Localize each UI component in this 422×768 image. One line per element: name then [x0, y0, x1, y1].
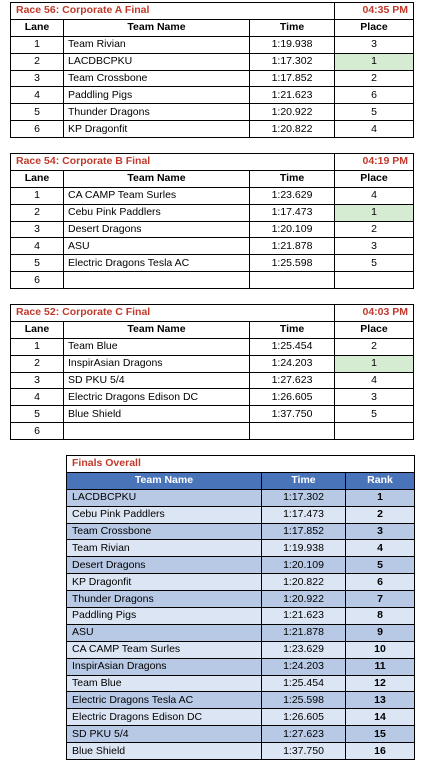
place-header: Place	[335, 19, 414, 36]
table-row	[67, 675, 415, 692]
team-cell: Team Crossbone	[64, 70, 250, 87]
time-cell: 1:24.203	[262, 658, 346, 675]
lane-cell: 2	[11, 204, 64, 221]
team-cell: Cebu Pink Paddlers	[67, 506, 262, 523]
rank-cell: 5	[346, 557, 415, 574]
rank-cell: 15	[346, 726, 415, 743]
team-cell: KP Dragonfit	[67, 574, 262, 591]
rank-cell: 3	[346, 523, 415, 540]
team-cell: Team Rivian	[67, 540, 262, 557]
team-cell: InspirAsian Dragons	[67, 658, 262, 675]
lane-cell: 5	[11, 104, 64, 121]
table-row	[67, 726, 415, 743]
rank-cell: 8	[346, 608, 415, 625]
table-row	[11, 221, 414, 238]
team-name-header: Team Name	[64, 19, 250, 36]
time-cell: 1:26.605	[262, 709, 346, 726]
lane-cell: 6	[11, 423, 64, 440]
lane-cell: 1	[11, 187, 64, 204]
team-cell: Electric Dragons Tesla AC	[64, 255, 250, 272]
team-cell: Desert Dragons	[67, 557, 262, 574]
time-header: Time	[250, 170, 335, 187]
time-cell: 1:37.750	[262, 743, 346, 760]
place-header: Place	[335, 170, 414, 187]
race-title: Race 54: Corporate B Final	[11, 154, 335, 171]
table-row	[67, 641, 415, 658]
team-cell: Team Blue	[67, 675, 262, 692]
lane-cell: 6	[11, 272, 64, 289]
place-cell: 3	[335, 238, 414, 255]
team-cell: SD PKU 5/4	[64, 372, 250, 389]
table-row	[11, 406, 414, 423]
place-cell: 5	[335, 104, 414, 121]
overall-header-row	[67, 472, 415, 489]
table-row	[67, 624, 415, 641]
team-cell: InspirAsian Dragons	[64, 355, 250, 372]
place-header: Place	[335, 321, 414, 338]
time-cell: 1:21.878	[262, 624, 346, 641]
time-header: Time	[250, 19, 335, 36]
time-header: Time	[262, 472, 346, 489]
table-row	[11, 204, 414, 221]
team-cell: Paddling Pigs	[67, 608, 262, 625]
place-cell	[335, 423, 414, 440]
race-time: 04:19 PM	[335, 154, 414, 171]
rank-cell: 12	[346, 675, 415, 692]
team-cell: LACDBCPKU	[64, 53, 250, 70]
place-cell	[335, 272, 414, 289]
time-cell: 1:27.623	[262, 726, 346, 743]
team-cell: SD PKU 5/4	[67, 726, 262, 743]
team-cell: Team Crossbone	[67, 523, 262, 540]
winner-place-cell: 1	[335, 204, 414, 221]
team-cell: Electric Dragons Edison DC	[67, 709, 262, 726]
table-row	[67, 743, 415, 760]
table-row	[11, 187, 414, 204]
place-cell: 2	[335, 338, 414, 355]
time-cell: 1:20.109	[262, 557, 346, 574]
rank-cell: 1	[346, 489, 415, 506]
overall-title: Finals Overall	[67, 456, 415, 473]
rank-cell: 7	[346, 591, 415, 608]
table-row	[67, 523, 415, 540]
lane-cell: 1	[11, 338, 64, 355]
place-cell: 4	[335, 372, 414, 389]
place-cell: 3	[335, 36, 414, 53]
team-cell: Team Blue	[64, 338, 250, 355]
table-row	[11, 87, 414, 104]
lane-cell: 3	[11, 70, 64, 87]
lane-cell: 5	[11, 255, 64, 272]
table-row	[11, 53, 414, 70]
time-cell: 1:37.750	[250, 406, 335, 423]
finals-overall-table	[66, 455, 415, 760]
time-cell	[250, 423, 335, 440]
rank-cell: 14	[346, 709, 415, 726]
time-cell: 1:17.302	[250, 53, 335, 70]
team-cell: Thunder Dragons	[67, 591, 262, 608]
team-cell	[64, 272, 250, 289]
race-time: 04:35 PM	[335, 3, 414, 20]
team-cell: Blue Shield	[67, 743, 262, 760]
team-cell: ASU	[67, 624, 262, 641]
race-time: 04:03 PM	[335, 305, 414, 322]
table-row	[67, 574, 415, 591]
rank-cell: 9	[346, 624, 415, 641]
overall-title-row	[67, 456, 415, 473]
place-cell: 4	[335, 121, 414, 138]
team-cell: CA CAMP Team Surles	[67, 641, 262, 658]
winner-place-cell: 1	[335, 355, 414, 372]
rank-cell: 2	[346, 506, 415, 523]
time-cell: 1:17.302	[262, 489, 346, 506]
rank-header: Rank	[346, 472, 415, 489]
table-row	[11, 238, 414, 255]
team-name-header: Team Name	[64, 321, 250, 338]
team-cell: Blue Shield	[64, 406, 250, 423]
team-cell: Cebu Pink Paddlers	[64, 204, 250, 221]
race-title-row	[11, 3, 414, 20]
race-header-row	[11, 321, 414, 338]
time-cell: 1:25.598	[250, 255, 335, 272]
table-row	[11, 36, 414, 53]
time-cell: 1:20.922	[250, 104, 335, 121]
table-row	[67, 540, 415, 557]
lane-cell: 4	[11, 389, 64, 406]
team-cell: LACDBCPKU	[67, 489, 262, 506]
lane-cell: 1	[11, 36, 64, 53]
place-cell: 3	[335, 389, 414, 406]
table-row	[67, 489, 415, 506]
lane-cell: 2	[11, 355, 64, 372]
table-row	[67, 709, 415, 726]
time-cell: 1:20.822	[262, 574, 346, 591]
time-cell: 1:27.623	[250, 372, 335, 389]
time-cell: 1:26.605	[250, 389, 335, 406]
place-cell: 4	[335, 187, 414, 204]
table-row	[11, 389, 414, 406]
time-cell: 1:24.203	[250, 355, 335, 372]
time-cell: 1:21.623	[262, 608, 346, 625]
time-cell: 1:23.629	[250, 187, 335, 204]
table-row	[67, 591, 415, 608]
race-title: Race 52: Corporate C Final	[11, 305, 335, 322]
lane-header: Lane	[11, 19, 64, 36]
table-row	[11, 272, 414, 289]
table-row	[11, 104, 414, 121]
team-cell: Paddling Pigs	[64, 87, 250, 104]
team-cell: Thunder Dragons	[64, 104, 250, 121]
place-cell: 5	[335, 255, 414, 272]
table-row	[11, 338, 414, 355]
team-cell: Team Rivian	[64, 36, 250, 53]
race-header-row	[11, 19, 414, 36]
table-row	[67, 692, 415, 709]
race-header-row	[11, 170, 414, 187]
team-cell: ASU	[64, 238, 250, 255]
lane-header: Lane	[11, 170, 64, 187]
table-row	[67, 506, 415, 523]
rank-cell: 13	[346, 692, 415, 709]
race-table	[10, 2, 414, 138]
lane-cell: 6	[11, 121, 64, 138]
lane-cell: 4	[11, 238, 64, 255]
place-cell: 2	[335, 221, 414, 238]
table-row	[11, 121, 414, 138]
time-cell: 1:20.922	[262, 591, 346, 608]
table-row	[11, 255, 414, 272]
team-cell: Electric Dragons Edison DC	[64, 389, 250, 406]
race-title: Race 56: Corporate A Final	[11, 3, 335, 20]
time-cell: 1:25.454	[262, 675, 346, 692]
table-row	[11, 423, 414, 440]
team-cell	[64, 423, 250, 440]
rank-cell: 6	[346, 574, 415, 591]
race-title-row	[11, 154, 414, 171]
rank-cell: 11	[346, 658, 415, 675]
time-cell: 1:17.852	[250, 70, 335, 87]
table-row	[11, 70, 414, 87]
team-cell: Electric Dragons Tesla AC	[67, 692, 262, 709]
winner-place-cell: 1	[335, 53, 414, 70]
rank-cell: 4	[346, 540, 415, 557]
team-cell: CA CAMP Team Surles	[64, 187, 250, 204]
time-cell: 1:25.598	[262, 692, 346, 709]
time-cell: 1:25.454	[250, 338, 335, 355]
time-cell: 1:19.938	[262, 540, 346, 557]
time-cell: 1:17.473	[262, 506, 346, 523]
time-cell: 1:19.938	[250, 36, 335, 53]
lane-cell: 5	[11, 406, 64, 423]
lane-cell: 4	[11, 87, 64, 104]
rank-cell: 10	[346, 641, 415, 658]
team-cell: Desert Dragons	[64, 221, 250, 238]
time-cell: 1:20.109	[250, 221, 335, 238]
race-table	[10, 153, 414, 289]
table-row	[67, 557, 415, 574]
race-title-row	[11, 305, 414, 322]
time-cell: 1:17.473	[250, 204, 335, 221]
team-cell: KP Dragonfit	[64, 121, 250, 138]
race-table	[10, 304, 414, 440]
place-cell: 6	[335, 87, 414, 104]
time-cell: 1:17.852	[262, 523, 346, 540]
rank-cell: 16	[346, 743, 415, 760]
place-cell: 5	[335, 406, 414, 423]
lane-cell: 3	[11, 221, 64, 238]
table-row	[67, 658, 415, 675]
place-cell: 2	[335, 70, 414, 87]
time-cell: 1:21.878	[250, 238, 335, 255]
time-cell: 1:21.623	[250, 87, 335, 104]
lane-cell: 2	[11, 53, 64, 70]
table-row	[67, 608, 415, 625]
team-name-header: Team Name	[64, 170, 250, 187]
team-name-header: Team Name	[67, 472, 262, 489]
table-row	[11, 372, 414, 389]
lane-header: Lane	[11, 321, 64, 338]
time-header: Time	[250, 321, 335, 338]
time-cell: 1:20.822	[250, 121, 335, 138]
time-cell: 1:23.629	[262, 641, 346, 658]
lane-cell: 3	[11, 372, 64, 389]
table-row	[11, 355, 414, 372]
time-cell	[250, 272, 335, 289]
